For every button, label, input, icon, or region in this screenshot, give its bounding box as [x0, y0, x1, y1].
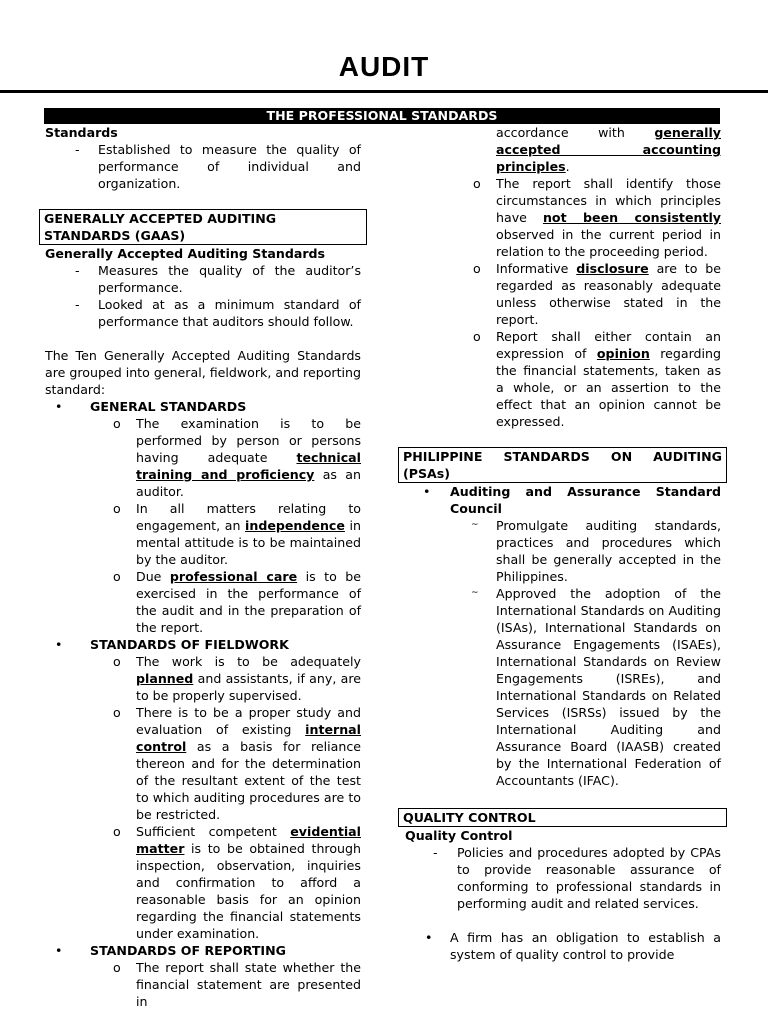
circle-marker: o	[113, 501, 121, 516]
gaas-heading: Generally Accepted Auditing Standards	[45, 246, 326, 261]
list-item	[45, 653, 361, 704]
gaas-item-2: Looked at as a minimum standard of performance that auditors should follow.	[98, 297, 361, 329]
reporting-item-1: The report shall state whether the financial statement are presented in	[136, 960, 361, 1009]
standards-item: Established to measure the quality of performance of individual and organization.	[98, 142, 361, 191]
list-item	[45, 942, 361, 959]
list-item	[403, 328, 721, 430]
reporting-item-2: The report shall identify those circumstances in which principles have not been consistently observed in the current period in relation to the proceeding period.	[496, 176, 722, 259]
reporting-item-3: Informative disclosure are to be regarded as reasonably adequate unless otherwise stated in the report.	[496, 261, 721, 327]
tilde-marker: ~	[471, 520, 479, 530]
circle-marker: o	[113, 960, 121, 975]
quality-control-heading: Quality Control	[405, 828, 513, 843]
circle-marker: o	[113, 705, 121, 720]
quality-control-bullet: A firm has an obligation to establish a system of quality control to provide	[450, 930, 721, 962]
circle-marker: o	[113, 654, 121, 669]
fieldwork-item-1: The work is to be adequately planned and assistants, if any, are to be properly supervised.	[136, 654, 361, 703]
dash-marker: -	[433, 845, 438, 860]
psa-box: PHILIPPINE STANDARDS ON AUDITING (PSAs)	[398, 447, 727, 483]
circle-marker: o	[113, 569, 121, 584]
aasc-item-2: Approved the adoption of the International Standards on Auditing (ISAs), International Standards on Assurance Engagements (ISAEs), International Standards on Review Engagements (ISREs), and International Standards on Related Services (ISRSs) issued by the International Auditing and Assurance Board (IAASB) created by the International Federation of Accountants (IFAC).	[496, 586, 721, 788]
list-item	[45, 415, 361, 500]
circle-marker: o	[113, 824, 121, 839]
standards-heading: Standards	[45, 125, 118, 140]
reporting-heading: STANDARDS OF REPORTING	[90, 943, 286, 958]
list-item	[403, 175, 721, 260]
list-item	[45, 636, 361, 653]
circle-marker: o	[473, 329, 481, 344]
right-column	[403, 124, 721, 963]
reporting-item-4: Report shall either contain an expression of opinion regarding the financial statements, taken as a whole, or an assertion to the effect that an opinion cannot be expressed.	[496, 329, 721, 429]
bullet-marker: •	[55, 399, 63, 414]
general-item-2: In all matters relating to engagement, an independence in mental attitude is to be maintained by the auditor.	[136, 501, 362, 567]
quality-control-item-1: Policies and procedures adopted by CPAs to provide reasonable assurance of conforming to professional standards in performing audit and related services.	[457, 845, 721, 911]
fieldwork-item-3: Sufficient competent evidential matter is to be obtained through inspection, observation, inquiries and confirmation to afford a reasonable basis for an opinion regarding the financial statements under examination.	[136, 824, 361, 941]
circle-marker: o	[473, 261, 481, 276]
list-item	[403, 517, 721, 585]
list-item	[45, 141, 361, 192]
circle-marker: o	[113, 416, 121, 431]
list-item	[403, 585, 721, 789]
dash-marker: -	[75, 142, 80, 157]
list-item	[45, 823, 361, 942]
bullet-marker: •	[423, 484, 431, 499]
list-item	[45, 500, 361, 568]
tilde-marker: ~	[471, 588, 479, 598]
circle-marker: o	[473, 176, 481, 191]
aasc-item-1: Promulgate auditing standards, practices and procedures which shall be generally accepted in the Philippines.	[496, 518, 721, 584]
fieldwork-item-2: There is to be a proper study and evaluation of existing internal control as a basis for reliance thereon and for the determination of the resultant extent of the test to which auditing procedures are to be restricted.	[136, 705, 361, 822]
bullet-marker: •	[425, 930, 433, 945]
list-item	[45, 959, 361, 1010]
reporting-item-1-cont: accordance with generally accepted accounting principles.	[496, 125, 721, 174]
gaas-box: GENERALLY ACCEPTED AUDITING STANDARDS (GAAS)	[39, 209, 367, 245]
list-item	[403, 844, 721, 912]
fieldwork-heading: STANDARDS OF FIELDWORK	[90, 637, 289, 652]
page-title: AUDIT	[338, 51, 430, 82]
ten-standards-paragraph: The Ten Generally Accepted Auditing Standards are grouped into general, fieldwork, and reporting standard:	[45, 348, 361, 397]
gaas-item-1: Measures the quality of the auditor’s performance.	[98, 263, 361, 295]
list-item	[403, 483, 721, 517]
list-item	[45, 262, 361, 296]
bullet-marker: •	[55, 637, 63, 652]
list-item	[45, 296, 361, 330]
continuation-spacer	[473, 124, 496, 175]
quality-control-box: QUALITY CONTROL	[398, 808, 727, 827]
title-rule	[0, 90, 768, 93]
list-item	[45, 398, 361, 415]
general-item-3: Due professional care is to be exercised in the performance of the audit and in the preparation of the report.	[136, 569, 361, 635]
list-item	[45, 704, 361, 823]
list-item	[45, 568, 361, 636]
aasc-heading: Auditing and Assurance Standard Council	[450, 484, 721, 516]
general-standards-heading: GENERAL STANDARDS	[90, 399, 247, 414]
section-banner: THE PROFESSIONAL STANDARDS	[44, 108, 720, 124]
list-item	[403, 929, 721, 963]
bullet-marker: •	[55, 943, 63, 958]
left-column	[45, 124, 361, 1010]
dash-marker: -	[75, 263, 80, 278]
list-item	[403, 124, 721, 175]
dash-marker: -	[75, 297, 80, 312]
general-item-1: The examination is to be performed by person or persons having adequate technical training and proficiency as an auditor.	[136, 416, 361, 499]
list-item	[403, 260, 721, 328]
